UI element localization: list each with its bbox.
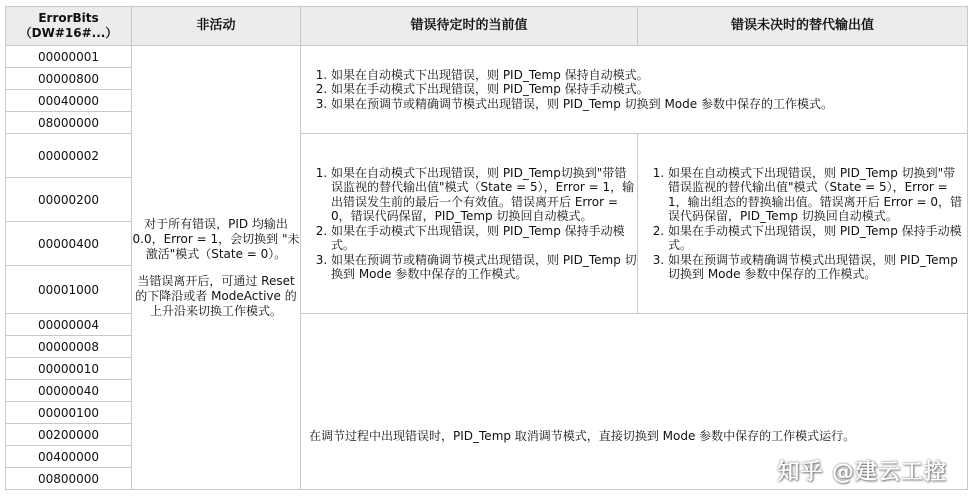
inactive-paragraph-1: 对于所有错误，PID 均输出 0.0，Error = 1，会切换到 "未激活"模式（State = 0）。	[132, 216, 300, 261]
group2-current-description	[301, 134, 638, 314]
code-cell: 00000004	[6, 314, 132, 336]
group2-substitute-item: 3. 如果在预调节或精确调节模式出现错误，则 PID_Temp 切换到 Mode 参数中保存的工作模式。	[668, 253, 967, 282]
inactive-description	[132, 46, 301, 490]
code-cell: 00800000	[6, 468, 132, 490]
header-row	[6, 7, 968, 46]
header-errorbits-title: ErrorBits	[38, 11, 99, 25]
header-pending: 错误待定时的当前值	[301, 7, 638, 46]
group3-description: 在调节过程中出现错误时，PID_Temp 取消调节模式，直接切换到 Mode 参数中保存的工作模式运行。	[301, 314, 968, 490]
group1-item: 3. 如果在预调节或精确调节模式出现错误，则 PID_Temp 切换到 Mode 参数中保存的工作模式。	[331, 97, 967, 112]
inactive-paragraph-2: 当错误离开后，可通过 Reset 的下降沿或者 ModeActive 的上升沿来切换工作模式。	[135, 273, 297, 318]
code-cell: 08000000	[6, 112, 132, 134]
header-inactive: 非活动	[132, 7, 301, 46]
group2-current-list	[301, 166, 637, 282]
code-cell: 00000008	[6, 336, 132, 358]
code-cell: 00200000	[6, 424, 132, 446]
group2-current-item: 2. 如果在手动模式下出现错误，则 PID_Temp 保持手动模式。	[331, 224, 637, 253]
code-cell: 00000010	[6, 358, 132, 380]
header-errorbits	[6, 7, 132, 46]
group1-description	[301, 46, 968, 134]
group2-substitute-list	[638, 166, 967, 282]
error-table	[5, 6, 968, 490]
code-cell: 00000002	[6, 134, 132, 178]
code-cell: 00400000	[6, 446, 132, 468]
header-unresolved: 错误未决时的替代输出值	[638, 7, 968, 46]
group2-substitute-description	[638, 134, 968, 314]
code-cell: 00001000	[6, 266, 132, 314]
group2-substitute-item: 2. 如果在手动模式下出现错误，则 PID_Temp 保持手动模式。	[668, 224, 967, 253]
group2-substitute-item: 1. 如果在自动模式下出现错误，则 PID_Temp 切换到"带错误监视的替代输出值"模式（State = 5），Error = 1，输出组态的替换输出值。错误离开后 Error = 0，错误代码保留，PID_Temp 切换回自动模式。	[668, 166, 967, 224]
group2-current-item: 1. 如果在自动模式下出现错误，则 PID_Temp切换到"带错误监视的替代输出值"模式（State = 5），Error = 1，输出错误发生前的最后一个有效值。错误离开后 Error = 0，错误代码保留，PID_Temp 切换回自动模式。	[331, 166, 637, 224]
code-cell: 00000400	[6, 222, 132, 266]
code-cell: 00000100	[6, 402, 132, 424]
group1-item: 1. 如果在自动模式下出现错误，则 PID_Temp 保持自动模式。	[331, 68, 967, 83]
code-cell: 00000800	[6, 68, 132, 90]
code-cell: 00000040	[6, 380, 132, 402]
watermark: 知乎 @建云工控	[777, 460, 947, 485]
group1-list	[301, 68, 967, 112]
code-cell: 00040000	[6, 90, 132, 112]
group2-current-item: 3. 如果在预调节或精确调节模式出现错误，则 PID_Temp 切换到 Mode 参数中保存的工作模式。	[331, 253, 637, 282]
code-cell: 00000200	[6, 178, 132, 222]
group1-item: 2. 如果在手动模式下出现错误，则 PID_Temp 保持手动模式。	[331, 82, 967, 97]
code-cell: 00000001	[6, 46, 132, 68]
header-errorbits-sub: （DW#16#...）	[19, 26, 118, 40]
